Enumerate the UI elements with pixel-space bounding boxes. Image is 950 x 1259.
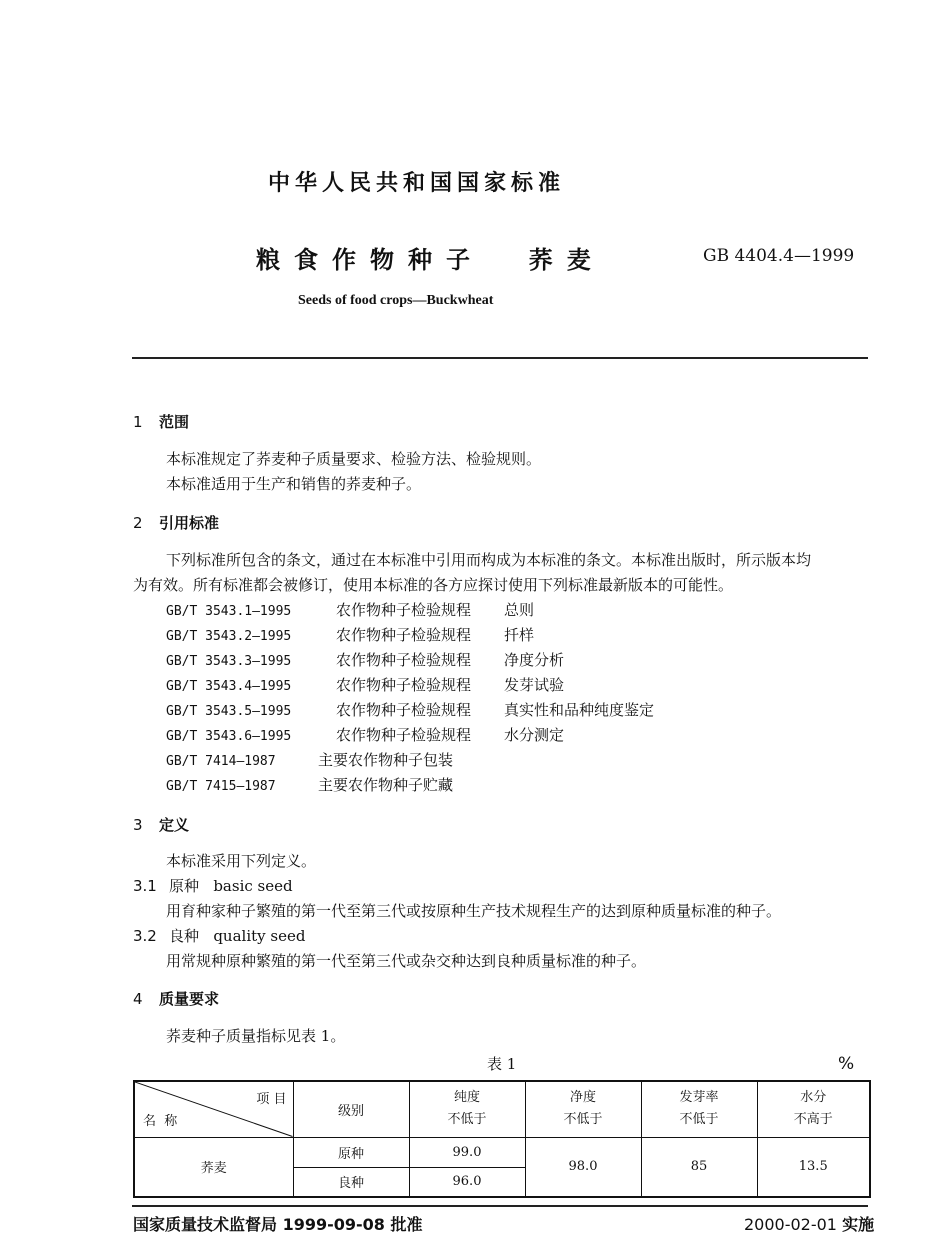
definition-3-1-heading (133, 875, 293, 897)
purity-cell: 96.0 (409, 1167, 525, 1197)
reference-subtitle: 扦样 (504, 626, 535, 644)
section-4-paragraph-1: 荞麦种子质量指标见表 1。 (166, 1027, 346, 1045)
reference-code: GB/T 3543.6—1995 (166, 729, 292, 744)
footer-implementation (744, 1212, 874, 1235)
reference-item (166, 599, 534, 620)
section-1-heading (133, 411, 189, 432)
section-1-paragraph-2: 本标准适用于生产和销售的荞麦种子。 (166, 475, 422, 493)
header-qualifier: 不高于 (793, 1112, 833, 1128)
definition-term-en: basic seed (213, 877, 293, 895)
reference-code: GB/T 7415—1987 (166, 779, 276, 794)
header-label: 净度 (569, 1090, 596, 1106)
reference-code: GB/T 3543.1—1995 (166, 604, 292, 619)
table-caption: 表 1 (487, 1055, 517, 1073)
header-purity (409, 1081, 525, 1137)
header-label: 水分 (800, 1090, 827, 1106)
top-divider (132, 357, 868, 359)
definition-number: 3.1 (133, 877, 157, 895)
reference-code: GB/T 3543.2—1995 (166, 629, 292, 644)
section-title: 质量要求 (159, 990, 220, 1008)
section-2-paragraph-line-2: 为有效。所有标准都会被修订，使用本标准的各方应探讨使用下列标准最新版本的可能性。 (133, 576, 734, 594)
section-4-heading (133, 988, 219, 1009)
reference-code: GB/T 7414—1987 (166, 754, 276, 769)
germination-cell: 85 (641, 1137, 757, 1197)
reference-title: 农作物种子检验规程 (336, 626, 472, 644)
reference-subtitle: 总则 (504, 601, 535, 619)
diagonal-header-cell (134, 1081, 293, 1137)
section-title: 定义 (159, 816, 190, 834)
table-header-row (134, 1081, 870, 1137)
footer-approval: 国家质量技术监督局 1999-09-08 批准 (133, 1215, 423, 1234)
definition-number: 3.2 (133, 927, 157, 945)
cleanliness-cell: 98.0 (525, 1137, 641, 1197)
reference-subtitle: 真实性和品种纯度鉴定 (504, 701, 655, 719)
table-row (134, 1137, 870, 1167)
table-unit: % (838, 1054, 855, 1074)
reference-title: 农作物种子检验规程 (336, 701, 472, 719)
reference-subtitle: 净度分析 (504, 651, 565, 669)
diag-header-name: 名 称 (143, 1113, 178, 1129)
reference-item (166, 674, 564, 695)
moisture-cell: 13.5 (757, 1137, 870, 1197)
header-germination (641, 1081, 757, 1137)
grade-cell: 良种 (293, 1167, 409, 1197)
definition-term: 原种 (169, 877, 200, 895)
implementation-label: 实施 (842, 1215, 875, 1234)
reference-code: GB/T 3543.4—1995 (166, 679, 292, 694)
crop-name-cell: 荞麦 (134, 1137, 293, 1197)
reference-subtitle: 水分测定 (504, 726, 565, 744)
section-3-heading (133, 814, 189, 835)
definition-term: 良种 (169, 927, 200, 945)
header-moisture (757, 1081, 870, 1137)
standard-title-cn: 粮食作物种子 荞麦 (256, 246, 605, 274)
reference-code: GB/T 3543.5—1995 (166, 704, 292, 719)
reference-title: 农作物种子检验规程 (336, 676, 472, 694)
reference-code: GB/T 3543.3—1995 (166, 654, 292, 669)
standard-code: GB 4404.4—1999 (703, 246, 855, 266)
diag-header-item: 项 目 (256, 1092, 287, 1107)
header-cleanliness (525, 1081, 641, 1137)
purity-cell: 99.0 (409, 1137, 525, 1167)
reference-subtitle: 发芽试验 (504, 676, 565, 694)
section-3-paragraph-1: 本标准采用下列定义。 (166, 852, 317, 870)
grade-cell: 原种 (293, 1137, 409, 1167)
reference-item (166, 699, 654, 720)
reference-item (166, 649, 564, 670)
reference-title: 农作物种子检验规程 (336, 651, 472, 669)
section-number: 2 (133, 514, 143, 532)
national-standard-title: 中华人民共和国国家标准 (268, 171, 566, 196)
section-number: 3 (133, 816, 143, 834)
reference-item (166, 624, 534, 645)
definition-3-2-text: 用常规种原种繁殖的第一代至第三代或杂交种达到良种质量标准的种子。 (166, 952, 647, 970)
reference-title: 农作物种子检验规程 (336, 601, 472, 619)
header-qualifier: 不低于 (563, 1112, 603, 1128)
standard-title-en: Seeds of food crops—Buckwheat (298, 293, 494, 308)
reference-title: 主要农作物种子包装 (318, 751, 454, 769)
definition-3-2-heading (133, 925, 305, 947)
implementation-date: 2000-02-01 (744, 1215, 837, 1234)
section-2-paragraph-line-1: 下列标准所包含的条文，通过在本标准中引用而构成为本标准的条文。本标准出版时，所示版本均 (166, 551, 812, 569)
reference-title: 农作物种子检验规程 (336, 726, 472, 744)
section-2-heading (133, 512, 219, 533)
section-number: 1 (133, 413, 143, 431)
section-title: 范围 (159, 413, 190, 431)
header-label: 纯度 (453, 1090, 480, 1106)
header-label: 发芽率 (679, 1090, 719, 1106)
reference-item (166, 774, 453, 795)
reference-title: 主要农作物种子贮藏 (318, 776, 454, 794)
bottom-divider (132, 1205, 868, 1207)
definition-term-en: quality seed (213, 927, 306, 945)
quality-table (133, 1080, 871, 1198)
section-1-paragraph-1: 本标准规定了荞麦种子质量要求、检验方法、检验规则。 (166, 450, 542, 468)
definition-3-1-text: 用育种家种子繁殖的第一代至第三代或按原种生产技术规程生产的达到原种质量标准的种子。 (166, 902, 782, 920)
header-qualifier: 不低于 (447, 1112, 487, 1128)
section-number: 4 (133, 990, 143, 1008)
section-title: 引用标准 (159, 514, 220, 532)
header-qualifier: 不低于 (679, 1112, 719, 1128)
header-grade: 级别 (293, 1081, 409, 1137)
reference-item (166, 724, 564, 745)
reference-item (166, 749, 453, 770)
